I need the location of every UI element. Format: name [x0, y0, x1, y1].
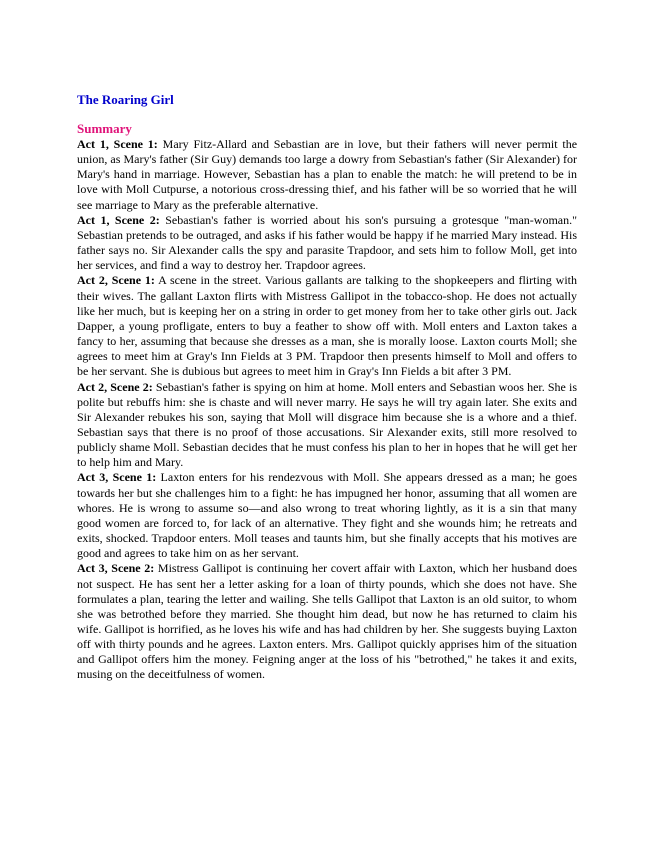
scene-label: Act 3, Scene 1:: [77, 470, 157, 485]
scene-label: Act 1, Scene 2:: [77, 212, 160, 227]
scene-label: Act 2, Scene 2:: [77, 379, 153, 394]
scene-text: Mistress Gallipot is continuing her covert affair with Laxton, which her husband does not suspect. He has sent her a letter asking for a loan of thirty pounds, which she does not have. She formulates a plan, tearing the letter and wailing. She tells Gallipot that Laxton is an old suitor, to whom she was betrothed before they married. She thought him dead, but now he has returned to claim his wife. Gallipot is horrified, as he loves his wife and has had children by her. She suggests buying Laxton off with thirty pounds and he agrees. Laxton enters. Mrs. Gallipot quickly apprises him of the situation and Gallipot offers him the money. Feigning anger at the loss of his "betrothed," he takes it and exits, musing on the deceitfulness of women.: [77, 561, 578, 682]
scene-paragraph: [77, 273, 577, 379]
scene-text: Laxton enters for his rendezvous with Moll. She appears dressed as a man; he goes towards her but she challenges him to a fight: he has impugned her honor, assuming that all women are whores. He is wrong to assume so—and also wrong to treat whoring lightly, as it is a sin that many good women are forced to, for lack of an alternative. They fight and she wounds him; he retreats and exits, shocked. Trapdoor enters. Moll teases and taunts him, but she finally accepts that his motives are good and agrees to take him on as her servant.: [77, 470, 578, 561]
scene-text: A scene in the street. Various gallants are talking to the shopkeepers and flirting with their wives. The gallant Laxton flirts with Mistress Gallipot in the tobacco-shop. He does not actually like her much, but is keeping her on a string in order to get money from her to take other girls out. Jack Dapper, a young profligate, enters to buy a feather to show off with. Moll enters and Laxton takes a fancy to her, assuming that because she dresses as a man, she is morally loose. Laxton courts Moll; she agrees to meet him at Gray's Inn Fields at 3 PM. Trapdoor then presents himself to Moll and offers to be her servant. She is dubious but agrees to meet him in Gray's Inn Fields a bit after 3 PM.: [77, 273, 577, 379]
scene-paragraph: [77, 561, 577, 682]
scene-text: Mary Fitz-Allard and Sebastian are in love, but their fathers will never permit the union, as Mary's father (Sir Guy) demands too large a dowry from Sebastian's father (Sir Alexander) for Mary's hand in marriage. However, Sebastian has a plan to enable the match: he will pretend to be in love with Moll Cutpurse, a notorious cross-dressing thief, and his father will be so worried that he will see marriage to Mary as the preferable alternative.: [77, 137, 578, 212]
scene-label: Act 3, Scene 2:: [77, 561, 155, 576]
scene-paragraph: [77, 380, 577, 471]
scene-text: Sebastian's father is spying on him at home. Moll enters and Sebastian woos her. She is polite but rebuffs him: she is chaste and will never marry. He says he will try again later. She exits and Sir Alexander rebukes his son, saying that Moll will disgrace him because she is a whore and a thief. Sebastian says that there is no proof of those accusations. Sir Alexander exits, still more resolved to publicly shame Moll. Sebastian decides that he must confess his plan to her in hopes that he will get her to help him and Mary.: [77, 379, 577, 470]
document-page: [77, 92, 577, 683]
scene-label: Act 2, Scene 1:: [77, 273, 155, 288]
document-title: The Roaring Girl: [77, 92, 174, 107]
scene-paragraph: [77, 137, 577, 213]
scene-label: Act 1, Scene 1:: [77, 137, 158, 151]
scene-text: Sebastian's father is worried about his son's pursuing a grotesque "man-woman." Sebastian pretends to be outraged, and asks if his father would be happy if he married Mary instead. His father says no. Sir Alexander calls the spy and parasite Trapdoor, and sets him to follow Moll, get into her services, and find a way to destroy her. Trapdoor agrees.: [77, 212, 578, 273]
scene-paragraph: [77, 470, 577, 561]
scene-paragraph: [77, 213, 577, 274]
section-heading: Summary: [77, 121, 132, 136]
